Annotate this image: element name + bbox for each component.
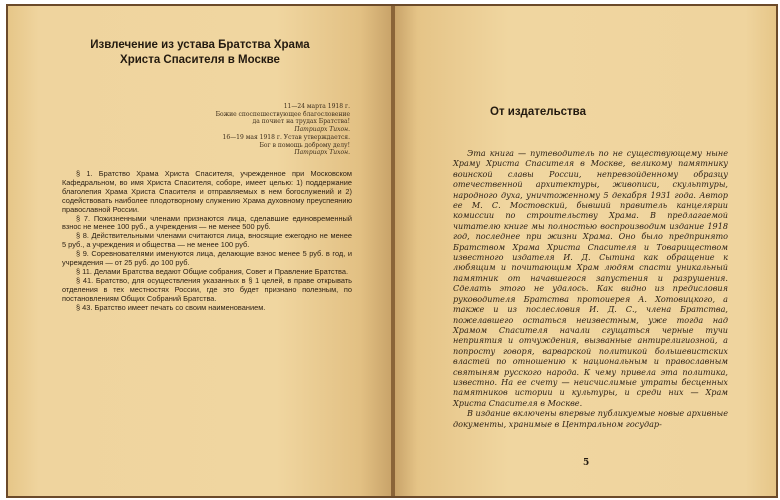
epigraph-1-line: 11—24 марта 1918 г. <box>283 103 350 110</box>
charter-text <box>62 170 352 313</box>
charter-paragraph: § 43. Братство имеет печать со своим наименованием. <box>76 302 266 312</box>
publisher-paragraph: В издание включены впервые публикуемые новые архивные документы, хранимые в Центральном государ- <box>453 408 728 429</box>
charter-paragraph: § 9. Соревнователями именуются лица, делающие взнос менее 5 руб. в год, и учреждения — от 25 руб. до 100 руб. <box>62 249 352 268</box>
charter-paragraph: § 7. Пожизненными членами признаются лица, сделавшие единовременный взнос не менее 100 руб., а учреждения — не менее 500 руб. <box>62 213 352 232</box>
charter-paragraph: § 11. Делами Братства ведают Общие собрания, Совет и Правление Братства. <box>76 266 348 276</box>
publisher-note-text <box>453 148 728 429</box>
epigraph-2-line: 16—19 мая 1918 г. Устав утверждается. <box>222 134 350 141</box>
epigraph-2-line: Бог в помощь доброму делу! <box>259 141 350 149</box>
epigraph-1 <box>170 103 350 133</box>
publisher-note-title: От издательства <box>490 106 586 118</box>
charter-paragraph: § 41. Братство, для осуществления указанных в § 1 целей, в праве открывать отделения в тех местностях России, где это будет признано полезным, по постановлениям Общих Собраний Братства. <box>62 275 352 303</box>
charter-title: Извлечение из устава Братства Храма Христа Спасителя в Москве <box>90 39 310 66</box>
epigraph-1-line: Божие споспешествующее благословение <box>215 110 350 118</box>
epigraph-2-signature: Патриарх Тихон. <box>294 149 350 157</box>
publisher-paragraph: Эта книга — путеводитель по не существующему ныне Храму Христа Спасителя в Москве, великому памятнику воинской славы России, непревзойденному образцу отечественной архитектуры, живописи, скульптуры, народного духа, уничтоженному 5 декабря 1931 года. Автор ее М. С. Мостовский, бывший правитель канцелярии комиссии по строительству Храма. В предлагаемой читателю книге мы полностью воспроизводим издание 1918 год, последнее при жизни Храма. Оно было предпринято Братством Храма Христа Спасителя и Товариществом известного издателя И. Д. Сытина как обращение к любящим и почитающим Храм людям спасти уникальный памятник от начавшегося запустения и разрушения. Сделать этого не удалось. Как видно из предисловия руководителя Братства протоиерея А. Хотовицкого, а также и из послесловия И. Д. С., члена Братства, пожелавшего остаться неизвестным, уже тогда над Храмом Спасителя начали сгущаться черные тучи неприятия и отчуждения, вызванные антирелигиозной, а попросту говоря, варварской политикой большевистских властей по отношению к национальным и православным святыням русского народа. К чему привела эта политика, известно. На ее счету — неисчислимые утраты бесценных памятников истории и культуры, и среди них — Храм Христа Спасителя в Москве. <box>453 148 728 408</box>
charter-paragraph: § 1. Братство Храма Христа Спасителя, учрежденное при Московском Кафедральном, во имя Христа Спасителя, соборе, имеет целью: 1) поддержание благолепия Храма Христа Спасителя и отправляемых в нем богослужений и 2) содействовать наиболее плодотворному служению Храма духовному преуспеянию православной России. <box>62 169 352 214</box>
charter-paragraph: § 8. Действительными членами считаются лица, вносящие ежегодно не менее 5 руб., а учреждения и общества — не менее 100 руб. <box>62 231 352 250</box>
epigraph-1-signature: Патриарх Тихон. <box>294 125 350 133</box>
page-number: 5 <box>583 458 590 468</box>
epigraph-2 <box>170 134 350 157</box>
epigraph-1-line: да почиет на трудах Братства! <box>252 118 350 126</box>
